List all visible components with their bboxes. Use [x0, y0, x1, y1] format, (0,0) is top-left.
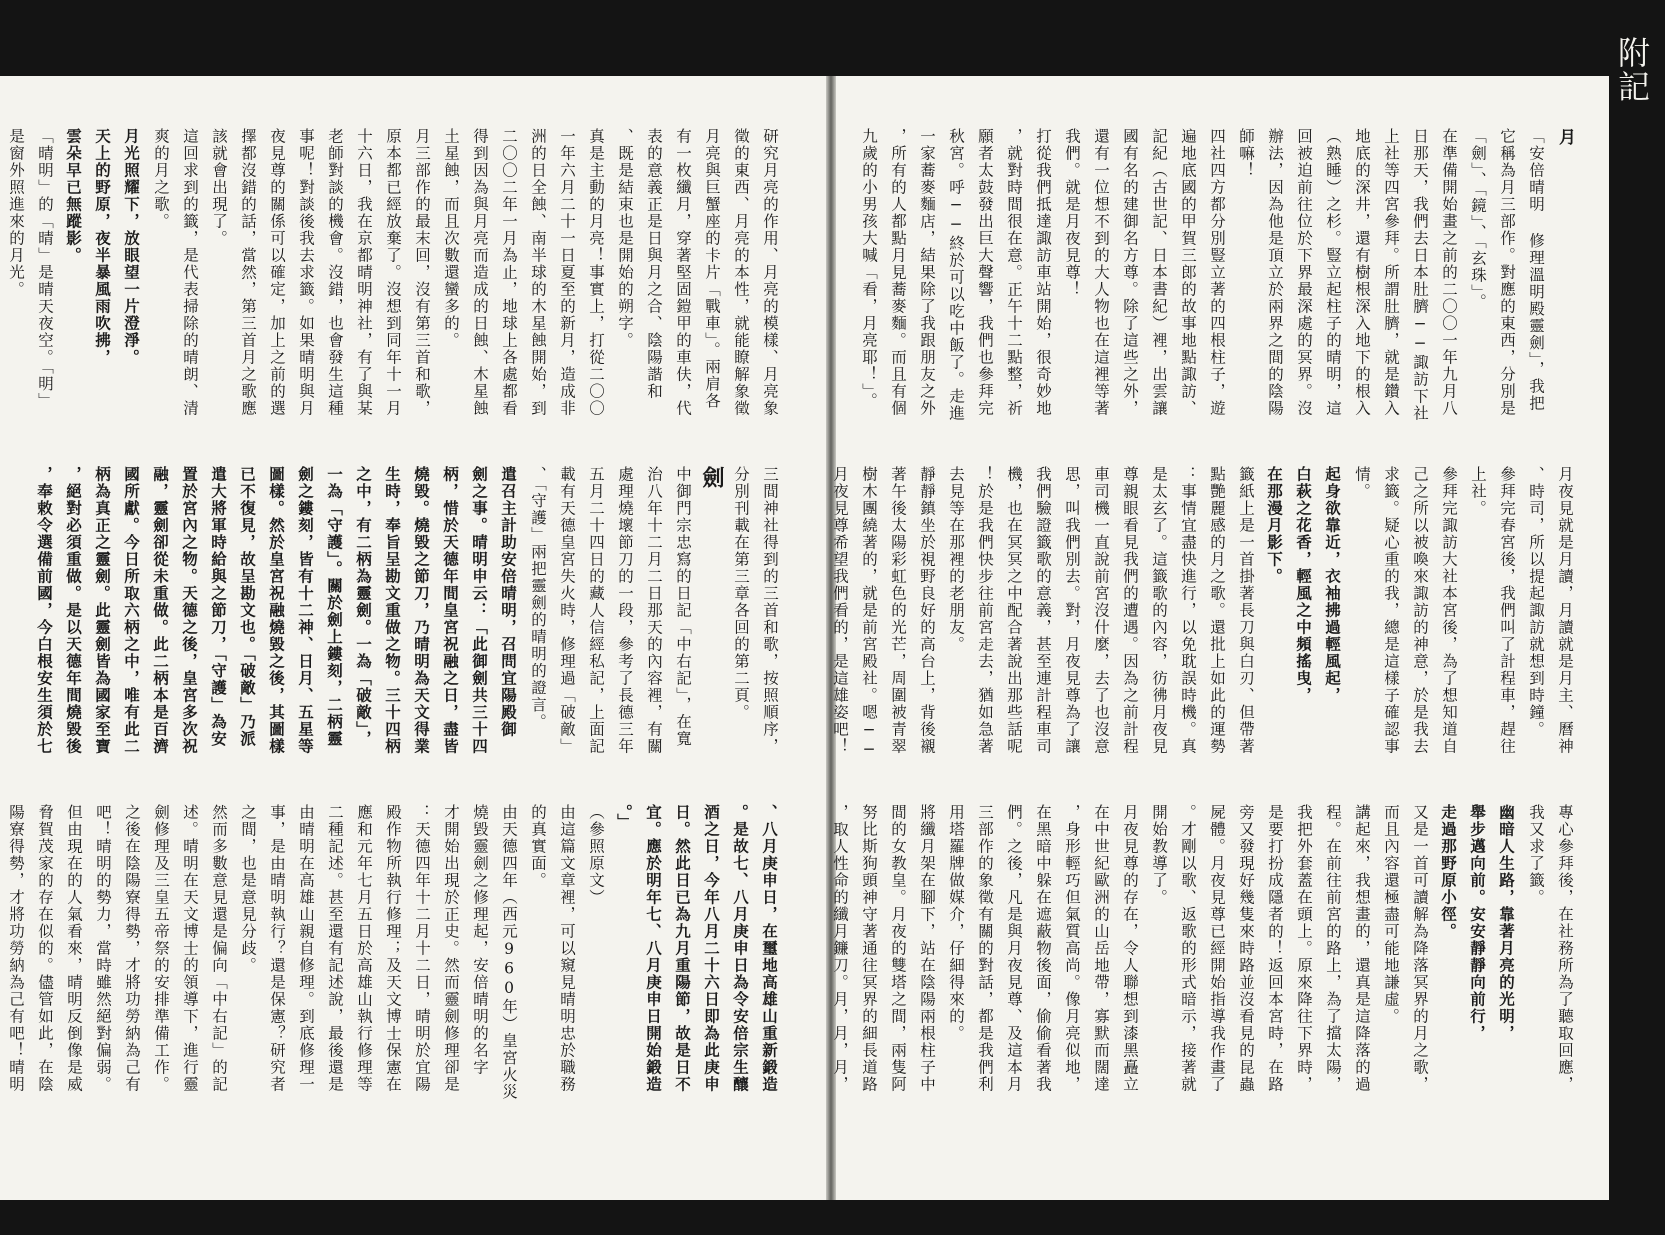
text-line: 樹木團繞著的，就是前宮殿社。嗯── — [860, 466, 878, 760]
text-line: 該就會出現了。 — [210, 128, 228, 247]
text-line: 在那漫月影下。 — [1265, 466, 1284, 585]
text-line: 程。在前往前宮的路上，為了擋太陽， — [1324, 804, 1342, 1093]
text-line: 、既是結束也是開始的朔字。 — [616, 128, 634, 349]
text-line: 得到因為與月亮而造成的日蝕、木星蝕 — [471, 128, 489, 417]
text-line: 月三部作的最末回，沒有第三首和歌， — [413, 128, 431, 417]
text-line: 月夜見尊的存在，令人聯想到漆黑矗立 — [1121, 804, 1139, 1093]
text-line: 五月二十四日的藏人信經私記，上面記 — [587, 466, 605, 755]
text-line: 劍修理及三皇五帝祭的安排準備工作。 — [152, 804, 170, 1093]
text-line: 是窗外照進來的月光。 — [7, 128, 25, 298]
text-line: 載有天德皇宮失火時，修理過「破敵」 — [558, 466, 576, 755]
text-line: 十六日，我在京都晴明神社，有了與某 — [355, 128, 373, 417]
text-line: 月 — [1555, 128, 1575, 147]
text-line: 在準備開始畫之前的二〇〇一年九月八 — [1440, 128, 1458, 417]
text-line: 吧！晴明的勢力，當時雖然絕對偏弱。 — [94, 804, 112, 1093]
text-line: 置於宮內之物。天德之後，皇宮多次祝 — [180, 466, 199, 755]
text-line: ：事情宜盡快進行，以免耽誤時機。真 — [1179, 466, 1197, 755]
text-line: 機，也在冥冥之中配合著說出那些話呢 — [1005, 466, 1023, 755]
text-line: 劍之鏤刻，皆有十二神、日月、五星等 — [296, 466, 315, 755]
right-page — [831, 76, 1609, 1200]
text-line: 打從我們抵達諏訪車站開始，很奇妙地 — [1034, 128, 1052, 417]
text-line: 二種記述。甚至還有記述說，最後還是 — [326, 804, 344, 1093]
text-line: 願者太鼓發出巨大聲響，我們也參拜完 — [976, 128, 994, 417]
text-line: 三部作的象徵有關的對話，都是我們利 — [976, 804, 994, 1093]
text-line: 用塔羅牌做媒介，仔細得來的。 — [947, 804, 965, 1042]
text-line: 思，叫我們別去。對，月夜見尊為了讓 — [1063, 466, 1081, 755]
text-line: 酒之日，今年八月二十六日即為此庚申 — [702, 804, 721, 1093]
text-line: 的真實面。 — [529, 804, 547, 889]
text-line: 之中，有二柄為靈劍。一為「破敵」， — [354, 466, 373, 748]
text-line: 三間神社得到的三首和歌，按照順序， — [761, 466, 779, 755]
text-line: 「安倍晴明 修理溫明殿靈劍」，我把 — [1527, 128, 1545, 412]
text-line: 是太玄了。這籤歌的內容，彷彿月夜見 — [1150, 466, 1168, 755]
text-line: 這回求到的籤，是代表掃除的晴朗、清 — [181, 128, 199, 417]
text-line: 表的意義正是日與月之合、陰陽諧和 — [645, 128, 663, 400]
text-line: 四社四方都分別豎立著的四根柱子，遊 — [1208, 128, 1226, 417]
text-line: 講起來，我想畫的，還真是這降落的過 — [1353, 804, 1371, 1093]
text-line: 間的女教皇。月夜的雙塔之間，兩隻阿 — [889, 804, 907, 1093]
text-line: 秋宮。呼──終於可以吃中飯了。走進 — [947, 128, 965, 422]
text-line: 上社。 — [1469, 466, 1487, 517]
text-line: 回被迫前往位於下界最深處的冥界。沒 — [1295, 128, 1313, 417]
text-line: 遣召主計助安倍晴明，召問宜陽殿御 — [499, 466, 518, 738]
text-line: 上社等四宮參拜。所謂肚臍，就是鑽入 — [1382, 128, 1400, 417]
text-line: 而且內容還極盡可能地謙虛。 — [1382, 804, 1400, 1025]
text-line: 點艷麗感的月之歌。還批上如此的運勢 — [1208, 466, 1226, 755]
text-line: 日那天，我們去日本肚臍──諏訪下社 — [1411, 128, 1429, 422]
text-line: 生時，奉旨呈勘文重做之物。三十四柄 — [383, 466, 402, 755]
text-line: 遍地底國的甲賀三郎的故事地點諏訪、 — [1179, 128, 1197, 417]
text-line: 開始教導了。 — [1150, 804, 1168, 906]
text-line: 、八月庚申日，在璽地高雄山重新鍛造 — [760, 804, 779, 1093]
text-line: 天上的野原，夜半暴風雨吹拂， — [93, 128, 112, 366]
text-line: 有一枚纖月，穿著堅固鎧甲的車伕，代 — [674, 128, 692, 417]
text-line: 述。晴明在天文博士的領導下，進行靈 — [181, 804, 199, 1093]
text-line: 爽的月之歌。 — [152, 128, 170, 230]
text-line: 分別刊載在第三章各回的第二頁。 — [732, 466, 750, 721]
text-line: ，取人性命的纖月鐮刀。月，月，月， — [831, 804, 849, 1093]
text-line: 劍之事。晴明申云：「此御劍共三十四 — [470, 466, 489, 755]
left-band-3 — [7, 804, 784, 1154]
text-line: 由晴明在高雄山親自修理。到底修理一 — [297, 804, 315, 1093]
text-line: 燒毀靈劍之修理起，安倍晴明的名字 — [471, 804, 489, 1076]
text-line: 然而多數意見還是偏向「中右記」的記 — [210, 804, 228, 1093]
text-line: 它稱為月三部作。對應的東西，分別是 — [1498, 128, 1516, 417]
text-line: 之後在陰陽寮得勢，才將功勞納為己有 — [123, 804, 141, 1093]
text-line: 去見等在那裡的老朋友。 — [947, 466, 965, 653]
text-line: 起身欲靠近，衣袖拂過輕風起， — [1323, 466, 1342, 704]
text-line: 殿作物所執行修理；及天文博士保憲在 — [384, 804, 402, 1093]
text-line: 靜靜鎮坐於視野良好的高台上，背後襯 — [918, 466, 936, 755]
text-line: 之間，也是意見分歧。 — [239, 804, 257, 974]
text-line: 研究月亮的作用、月亮的模樣、月亮象 — [761, 128, 779, 417]
text-line: 在黑暗中躲在遮蔽物後面，偷偷看著我 — [1034, 804, 1052, 1093]
text-line: 夜見尊的關係可以確定，加上之前的選 — [268, 128, 286, 417]
text-line: 辦法，因為他是頂立於兩界之間的陰陽 — [1266, 128, 1284, 417]
text-line: 徵的東西、月亮的本性，就能瞭解象徵 — [732, 128, 750, 417]
text-line: ！於是我們快步往前宮走去，猶如急著 — [976, 466, 994, 755]
text-line: 國所獻。今日所取六柄之中，唯有此二 — [122, 466, 141, 755]
right-band-1 — [860, 128, 1579, 478]
text-line: 應和元年七月五日於高雄山執行修理等 — [355, 804, 373, 1093]
text-line: 老師對談的機會。沒錯，也會發生這種 — [326, 128, 344, 417]
text-line: 柄，惜於天德年間皇宮祝融之日，盡皆 — [441, 466, 460, 755]
text-line: 真是主動的月亮！事實上，打從二〇〇 — [587, 128, 605, 417]
text-line: 旁又發現好幾隻來時路並沒看見的昆蟲 — [1237, 804, 1255, 1093]
text-line: 土星蝕，而且次數還蠻多的。 — [442, 128, 460, 349]
text-line: ：天德四年十二月十二日，晴明於宜陽 — [413, 804, 431, 1093]
text-line: 宜。應於明年七、八月庚申日開始鍛造 — [644, 804, 663, 1093]
text-line: 又是一首可讀解為降落冥界的月之歌， — [1411, 804, 1429, 1093]
text-line: 車司機一直說前宮沒什麼，去了也沒意 — [1092, 466, 1110, 755]
text-line: 還有一位想不到的大人物也在這裡等著 — [1092, 128, 1110, 417]
text-line: 脅賀茂家的存在似的。儘管如此，在陰 — [36, 804, 54, 1093]
text-line: 、「守護」兩把靈劍的晴明的證言。 — [529, 466, 547, 731]
text-line: 「劍」、「鏡」、「玄珠」。 — [1469, 128, 1487, 311]
text-line: 記紀（古世記、日本書紀）裡，出雲讓 — [1150, 128, 1168, 417]
text-line: 雲朵早已無蹤影。 — [64, 128, 83, 264]
text-line: 洲的日全蝕、南半球的木星蝕開始，到 — [529, 128, 547, 417]
text-line: 已不復見，故呈勘文也。「破敵」乃派 — [238, 466, 257, 748]
text-line: 白萩之花香，輕風之中頻搖曳， — [1294, 466, 1313, 704]
text-line: 「晴明」的「晴」是晴天夜空。「明」 — [36, 128, 54, 410]
text-line: 努比斯狗頭神守著通往冥界的細長道路 — [860, 804, 878, 1093]
text-line: 。」 — [615, 804, 634, 831]
text-line: 、時司，所以提起諏訪就想到時鐘。 — [1527, 466, 1545, 738]
text-line: 尊親眼看見我們的遭遇。因為之前計程 — [1121, 466, 1139, 755]
text-line: 治八年十二月二日那天的內容裡，有關 — [645, 466, 663, 755]
text-line: 陽寮得勢，才將功勞納為己有吧！晴明 — [7, 804, 25, 1093]
text-line: 情。 — [1353, 466, 1371, 500]
text-line: 二〇〇二年一月為止，地球上各處都看 — [500, 128, 518, 417]
text-line: 月夜見尊希望我們看的，是這雄姿吧！ — [831, 466, 849, 755]
text-line: 參拜完春宮後，我們叫了計程車，趕往 — [1498, 466, 1516, 755]
text-line: 我們驗證籤歌的意義，甚至連計程車司 — [1034, 466, 1052, 755]
text-line: ，身形輕巧但氣質高尚。像月亮似地， — [1063, 804, 1081, 1093]
text-line: 我們。就是月夜見尊！ — [1063, 128, 1081, 298]
left-page — [0, 76, 826, 1200]
text-line: 圖樣。然於皇宮祝融燒毀之後，其圖樣 — [267, 466, 286, 755]
text-line: ，絕對必須重做。是以天德年間燒毀後 — [64, 466, 83, 755]
text-line: 九歲的小男孩大喊「看，月亮耶！」。 — [860, 128, 878, 410]
text-line: 月亮與巨蟹座的卡片「戰車」。兩肩各 — [703, 128, 721, 410]
section-title: 附記 — [1613, 36, 1651, 104]
text-line: （參照原文） — [587, 804, 605, 906]
text-line: 師嘛！ — [1237, 128, 1255, 179]
text-line: 事，是由晴明執行？還是保憲？研究者 — [268, 804, 286, 1093]
text-line: 由這篇文章裡，可以窺見晴明忠於職務 — [558, 804, 576, 1093]
text-line: 燒毀。燒毀之節刀，乃晴明為天文得業 — [412, 466, 431, 755]
text-line: 融，靈劍卻從未重做。此二柄本是百濟 — [151, 466, 170, 755]
text-line: ，奉敕令選備前國，今白根安生須於七 — [35, 466, 54, 755]
text-line: 參拜完諏訪大社本宮後，為了想知道自 — [1440, 466, 1458, 755]
text-line: 中御門宗忠寫的日記「中右記」，在寬 — [674, 466, 692, 748]
text-line: 屍體。月夜見尊已經開始指導我作畫了 — [1208, 804, 1226, 1093]
text-line: 一年六月二十一日夏至的新月，造成非 — [558, 128, 576, 417]
text-line: 著午後太陽彩虹色的光芒，周圍被青翠 — [889, 466, 907, 755]
text-line: 國有名的建御名方尊。除了這些之外， — [1121, 128, 1139, 417]
text-line: 擇都沒錯的話，當然，第三首月之歌應 — [239, 128, 257, 417]
text-line: 月光照耀下，放眼望一片澄淨。 — [122, 128, 141, 366]
text-line: 籤紙上是一首掛著長刀與白刃、但帶著 — [1237, 466, 1255, 755]
text-line: 遣大將軍時給與之節刀，「守護」為安 — [209, 466, 228, 748]
text-line: 舉步邁向前。安安靜靜向前行， — [1468, 804, 1487, 1042]
text-line — [0, 804, 1, 1154]
text-line: 地底的深井，還有樹根深入地下的根入 — [1353, 128, 1371, 417]
text-line: 走過那野原小徑。 — [1439, 804, 1458, 940]
text-line: 柄為真正之靈劍。此靈劍皆為國家至寶 — [93, 466, 112, 755]
text-line: 是要打扮成隱者的！返回本宮時，在路 — [1266, 804, 1284, 1093]
text-line: 才開始出現於正史。然而靈劍修理卻是 — [442, 804, 460, 1093]
text-line: ，就對時間很在意。正午十二點整，祈 — [1005, 128, 1023, 417]
right-band-2 — [831, 466, 1579, 816]
text-line: 己之所以被喚來諏訪的神意，於是我去 — [1411, 466, 1429, 755]
text-line: 將纖月架在腳下，站在陰陽兩根柱子中 — [918, 804, 936, 1093]
text-line: 專心參拜後，在社務所為了聽取回應， — [1556, 804, 1574, 1093]
text-line: 但由現在的人氣看來，晴明反倒像是威 — [65, 804, 83, 1093]
text-line: 由天德四年（西元960年）皇宮火災 — [500, 804, 518, 1101]
text-line: 。才剛以歌、返歌的形式暗示，接著就 — [1179, 804, 1197, 1093]
text-line: 原本都已經放棄了。沒想到同年十一月 — [384, 128, 402, 417]
right-band-3 — [831, 804, 1579, 1154]
text-line: 們。之後，凡是與月夜見尊、及這本月 — [1005, 804, 1023, 1093]
text-line: 求籤。疑心重的我，總是這樣子確認事 — [1382, 466, 1400, 755]
text-line: 事呢！對談後我去求籤。如果晴明與月 — [297, 128, 315, 417]
text-line: 一為「守護」。關於劍上鏤刻，二柄靈 — [325, 466, 344, 748]
text-line: ，所有的人都點月見蕎麥麵。而且有個 — [889, 128, 907, 417]
text-line: （熟睡）之杉。豎立起柱子的晴明，這 — [1324, 128, 1342, 417]
text-line: 。是故七、八月庚申日為令安倍宗生釀 — [731, 804, 750, 1093]
left-band-1 — [7, 128, 784, 478]
text-line: 我把外套蓋在頭上。原來降往下界時， — [1295, 804, 1313, 1093]
text-line: 月夜見就是月讀，月讀就是月主、曆神 — [1556, 466, 1574, 755]
text-line: 在中世紀歐洲的山岳地帶，寡默而闊達 — [1092, 804, 1110, 1093]
text-line: 劍 — [699, 466, 725, 490]
text-line: 一家蕎麥麵店，結果除了我跟朋友之外 — [918, 128, 936, 417]
left-band-2 — [35, 466, 784, 816]
text-line: 幽暗人生路，靠著月亮的光明， — [1497, 804, 1516, 1042]
text-line: 處理燒壞節刀的一段，參考了長德三年 — [616, 466, 634, 755]
text-line: 日。然此日已為九月重陽節，故是日不 — [673, 804, 692, 1093]
text-line: 我又求了籤。 — [1527, 804, 1545, 906]
